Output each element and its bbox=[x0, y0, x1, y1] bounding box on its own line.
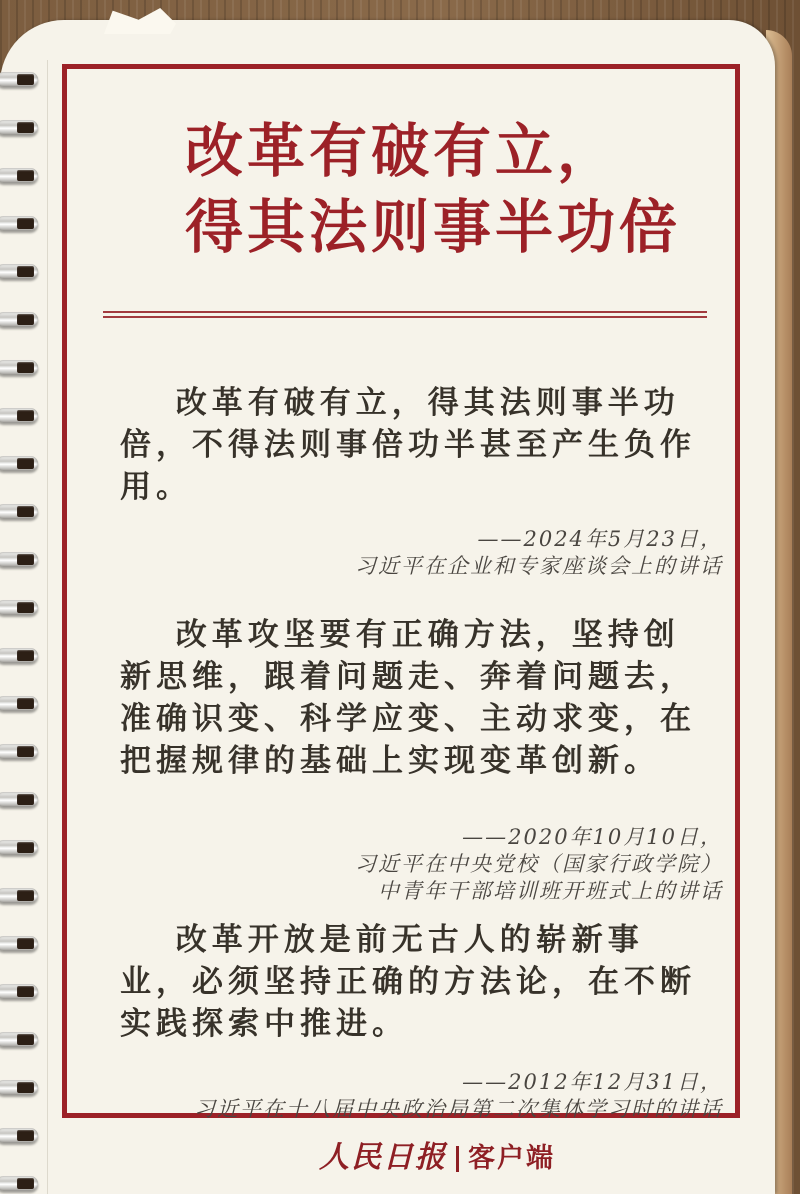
binder-ring bbox=[0, 1032, 38, 1047]
binder-ring bbox=[0, 552, 38, 567]
binder-ring bbox=[0, 888, 38, 903]
binder-ring bbox=[0, 1128, 38, 1143]
source-date: ——2020年10月10日， bbox=[462, 825, 723, 849]
quote-source bbox=[67, 1069, 735, 1123]
binder-ring bbox=[0, 360, 38, 375]
red-border-frame bbox=[62, 64, 740, 1121]
binder-ring bbox=[0, 120, 38, 135]
quote-source bbox=[67, 824, 735, 905]
binder-ring bbox=[0, 264, 38, 279]
quote-text: 改革开放是前无古人的崭新事业，必须坚持正确的方法论，在不断实践探索中推进。 bbox=[120, 922, 696, 1042]
binder-ring bbox=[0, 936, 38, 951]
binder-ring bbox=[0, 1176, 38, 1191]
source-date: ——2012年12月31日， bbox=[462, 1070, 723, 1094]
quote-text: 改革有破有立，得其法则事半功倍，不得法则事倍功半甚至产生负作用。 bbox=[120, 385, 696, 505]
page-margin-line bbox=[47, 60, 48, 1194]
logo-divider-bar bbox=[456, 1146, 459, 1172]
quote-text: 改革攻坚要有正确方法，坚持创新思维，跟着问题走、奔着问题去，准确识变、科学应变、主动求变，在把握规律的基础上实现变革创新。 bbox=[120, 617, 696, 779]
title-divider-rule bbox=[103, 311, 707, 318]
peoples-daily-wordmark: 人民日报 bbox=[319, 1140, 447, 1175]
title-line-1: 改革有破有立， bbox=[185, 117, 620, 185]
binder-ring bbox=[0, 408, 38, 423]
source-occasion: 习近平在十八届中央政治局第二次集体学习时的讲话 bbox=[194, 1097, 723, 1121]
binder-ring bbox=[0, 456, 38, 471]
binder-ring bbox=[0, 696, 38, 711]
binder-ring bbox=[0, 792, 38, 807]
binder-ring bbox=[0, 168, 38, 183]
binder-ring bbox=[0, 72, 38, 87]
quote-block-3 bbox=[67, 919, 735, 1123]
binder-ring bbox=[0, 744, 38, 759]
binder-ring bbox=[0, 312, 38, 327]
client-app-label: 客户端 bbox=[468, 1143, 555, 1174]
quote-block-2 bbox=[67, 614, 735, 905]
source-date: ——2024年5月23日， bbox=[477, 527, 723, 551]
notebook-page bbox=[0, 20, 775, 1194]
peoples-daily-logo bbox=[98, 1132, 776, 1176]
source-occasion: 习近平在中央党校（国家行政学院） bbox=[355, 852, 723, 876]
poster-title bbox=[185, 113, 735, 265]
quote-block-1 bbox=[67, 382, 735, 580]
source-occasion: 中青年干部培训班开班式上的讲话 bbox=[378, 879, 723, 903]
binder-ring bbox=[0, 600, 38, 615]
torn-paper-scrap bbox=[104, 8, 176, 34]
quote-source bbox=[67, 526, 735, 580]
source-occasion: 习近平在企业和专家座谈会上的讲话 bbox=[355, 554, 723, 578]
binder-ring bbox=[0, 216, 38, 231]
binder-ring bbox=[0, 504, 38, 519]
title-line-2: 得其法则事半功倍 bbox=[185, 193, 682, 261]
binder-ring bbox=[0, 984, 38, 999]
binder-ring bbox=[0, 1080, 38, 1095]
binder-ring bbox=[0, 648, 38, 663]
binder-ring bbox=[0, 840, 38, 855]
